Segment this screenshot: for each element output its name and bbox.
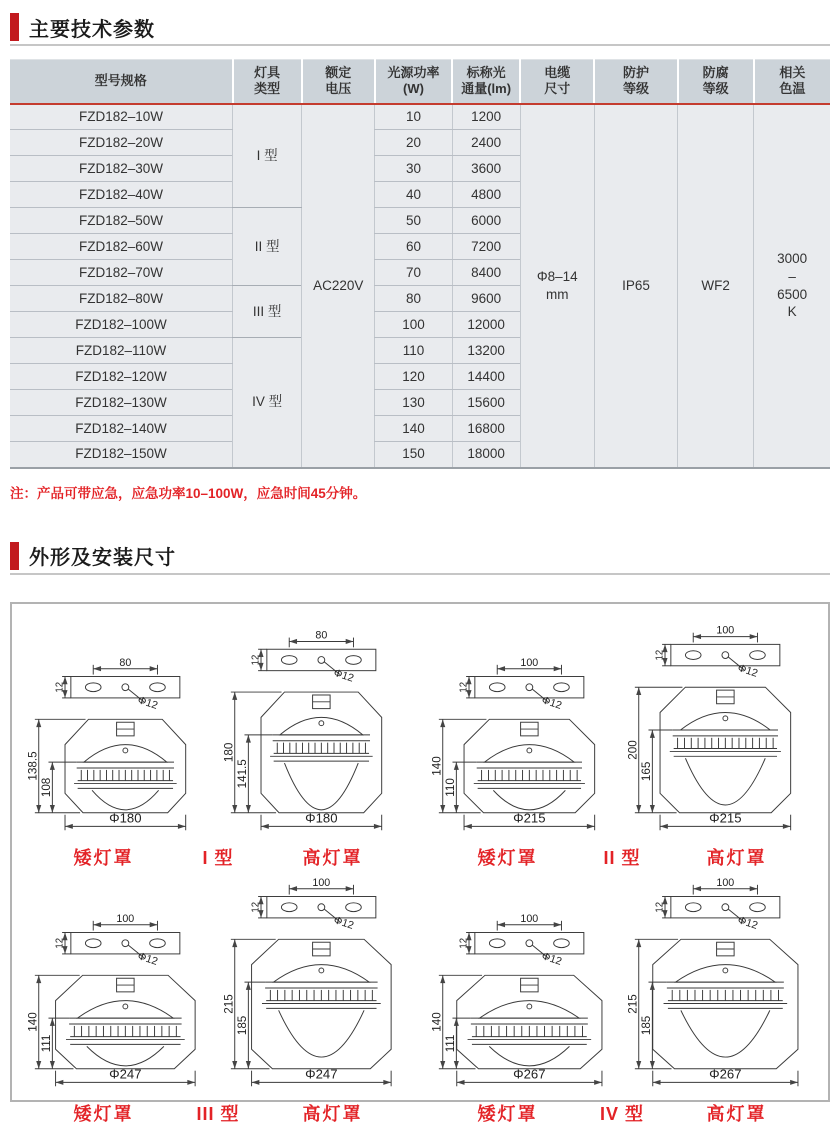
column-header-cable-size: 电缆 尺寸 (520, 60, 594, 104)
short-lamp-drawing (429, 878, 619, 1096)
svg-text:Φ180: Φ180 (109, 809, 142, 825)
svg-text:Φ267: Φ267 (513, 1065, 546, 1081)
svg-text:Φ12: Φ12 (332, 666, 356, 685)
svg-text:100: 100 (716, 877, 735, 889)
svg-text:Φ12: Φ12 (136, 949, 160, 968)
model-cell: FZD182–110W (10, 338, 233, 364)
flux-cell: 14400 (452, 364, 520, 390)
lamp-technical-drawing (625, 622, 815, 840)
type-label: IV 型 (599, 1103, 644, 1124)
color-temp-cell: 3000 – 6500 K (754, 104, 830, 468)
model-cell: FZD182–100W (10, 312, 233, 338)
table-header (10, 60, 830, 104)
svg-text:141.5: 141.5 (235, 758, 249, 788)
flux-cell: 4800 (452, 182, 520, 208)
svg-text:Φ12: Φ12 (540, 949, 564, 968)
type-cell: II 型 (233, 208, 302, 286)
svg-text:180: 180 (222, 742, 236, 762)
tall-lamp-drawing (625, 622, 815, 840)
column-header-rated-voltage: 额定 电压 (302, 60, 375, 104)
lamp-technical-drawing (25, 622, 215, 840)
power-cell: 60 (375, 234, 452, 260)
svg-text:100: 100 (116, 912, 135, 925)
svg-text:215: 215 (626, 993, 640, 1014)
svg-text:165: 165 (639, 761, 653, 781)
svg-text:12: 12 (654, 649, 666, 660)
model-cell: FZD182–60W (10, 234, 233, 260)
flux-cell: 9600 (452, 286, 520, 312)
svg-text:111: 111 (443, 1034, 457, 1052)
flux-cell: 1200 (452, 104, 520, 130)
short-lamp-label: 矮灯罩 (477, 847, 538, 868)
svg-text:Φ12: Φ12 (540, 693, 564, 712)
power-cell: 100 (375, 312, 452, 338)
power-cell: 70 (375, 260, 452, 286)
svg-text:12: 12 (458, 937, 470, 949)
svg-text:111: 111 (39, 1034, 53, 1052)
power-cell: 10 (375, 104, 452, 130)
flux-cell: 2400 (452, 130, 520, 156)
svg-text:185: 185 (235, 1015, 249, 1035)
anticorrosion-cell: WF2 (678, 104, 754, 468)
model-cell: FZD182–40W (10, 182, 233, 208)
column-header-protection-grade: 防护 等级 (594, 60, 677, 104)
svg-text:Φ12: Φ12 (736, 661, 760, 680)
type-label: III 型 (196, 1103, 240, 1124)
svg-text:Φ247: Φ247 (109, 1065, 142, 1081)
svg-text:Φ180: Φ180 (305, 809, 338, 825)
svg-text:80: 80 (315, 629, 328, 642)
drawing-row-top (16, 622, 824, 878)
dimension-group-type1 (18, 622, 418, 878)
tall-lamp-label: 高灯罩 (302, 847, 363, 868)
tall-lamp-drawing (625, 878, 815, 1096)
svg-text:Φ267: Φ267 (709, 1065, 742, 1081)
power-cell: 20 (375, 130, 452, 156)
svg-text:12: 12 (54, 937, 66, 949)
lamp-technical-drawing (25, 878, 215, 1096)
technical-parameters-table (10, 59, 830, 469)
column-header-lamp-type: 灯具 类型 (233, 60, 302, 104)
model-cell: FZD182–120W (10, 364, 233, 390)
tall-lamp-label: 高灯罩 (706, 1103, 767, 1124)
lamp-technical-drawing (221, 878, 411, 1096)
svg-text:140: 140 (430, 1011, 444, 1032)
svg-text:Φ12: Φ12 (736, 913, 760, 932)
short-lamp-drawing (25, 878, 215, 1096)
flux-cell: 13200 (452, 338, 520, 364)
svg-text:200: 200 (626, 739, 640, 760)
svg-text:12: 12 (54, 681, 66, 693)
column-header-anticorrosion-grade: 防腐 等级 (678, 60, 754, 104)
tall-lamp-label: 高灯罩 (302, 1103, 363, 1124)
svg-text:12: 12 (250, 901, 262, 913)
type-label: II 型 (603, 847, 641, 868)
model-cell: FZD182–130W (10, 390, 233, 416)
voltage-cell: AC220V (302, 104, 375, 468)
short-lamp-label: 矮灯罩 (477, 1103, 538, 1124)
model-cell: FZD182–50W (10, 208, 233, 234)
column-header-color-temp: 相关 色温 (754, 60, 830, 104)
power-cell: 130 (375, 390, 452, 416)
dimension-group-type3 (18, 878, 418, 1134)
tall-lamp-label: 高灯罩 (706, 847, 767, 868)
column-header-source-power: 光源功率 (W) (375, 60, 452, 104)
lamp-technical-drawing (429, 878, 619, 1096)
lamp-technical-drawing (221, 622, 411, 840)
table-body (10, 104, 830, 468)
svg-text:Φ215: Φ215 (513, 809, 546, 825)
model-cell: FZD182–20W (10, 130, 233, 156)
svg-text:Φ12: Φ12 (136, 693, 160, 712)
protection-cell: IP65 (594, 104, 677, 468)
flux-cell: 3600 (452, 156, 520, 182)
type-cell: I 型 (233, 104, 302, 208)
power-cell: 150 (375, 442, 452, 468)
model-cell: FZD182–10W (10, 104, 233, 130)
svg-text:100: 100 (520, 656, 539, 669)
column-header-model: 型号规格 (10, 60, 233, 104)
type-cell: III 型 (233, 286, 302, 338)
section-header-parameters (10, 14, 830, 46)
column-header-luminous-flux: 标称光 通量(lm) (452, 60, 520, 104)
model-cell: FZD182–70W (10, 260, 233, 286)
flux-cell: 6000 (452, 208, 520, 234)
power-cell: 110 (375, 338, 452, 364)
drawing-row-bottom (16, 878, 824, 1134)
svg-text:110: 110 (443, 777, 457, 797)
lamp-technical-drawing (429, 622, 619, 840)
svg-text:138.5: 138.5 (26, 750, 40, 781)
section-header-dimensions (10, 543, 830, 575)
flux-cell: 12000 (452, 312, 520, 338)
tall-lamp-drawing (221, 622, 411, 840)
dimension-group-type4 (422, 878, 822, 1134)
power-cell: 80 (375, 286, 452, 312)
svg-text:215: 215 (222, 993, 236, 1014)
red-accent-bar (10, 13, 19, 41)
model-cell: FZD182–80W (10, 286, 233, 312)
lamp-technical-drawing (625, 878, 815, 1096)
dimension-group-type2 (422, 622, 822, 878)
dimensions-panel (10, 602, 830, 1124)
model-cell: FZD182–140W (10, 416, 233, 442)
svg-text:Φ12: Φ12 (332, 913, 356, 932)
svg-text:108: 108 (39, 777, 53, 797)
flux-cell: 8400 (452, 260, 520, 286)
power-cell: 140 (375, 416, 452, 442)
power-cell: 120 (375, 364, 452, 390)
model-cell: FZD182–150W (10, 442, 233, 468)
short-lamp-label: 矮灯罩 (73, 847, 134, 868)
type-cell: IV 型 (233, 338, 302, 468)
short-lamp-label: 矮灯罩 (73, 1103, 134, 1124)
short-lamp-drawing (429, 622, 619, 840)
svg-text:100: 100 (716, 624, 735, 637)
svg-text:12: 12 (654, 901, 666, 913)
svg-text:100: 100 (312, 877, 331, 889)
svg-text:185: 185 (639, 1015, 653, 1035)
svg-text:12: 12 (250, 654, 262, 665)
cable-cell: Φ8–14 mm (520, 104, 594, 468)
svg-text:140: 140 (430, 755, 444, 776)
flux-cell: 18000 (452, 442, 520, 468)
power-cell: 30 (375, 156, 452, 182)
flux-cell: 7200 (452, 234, 520, 260)
flux-cell: 15600 (452, 390, 520, 416)
svg-text:80: 80 (119, 656, 132, 669)
section-title-parameters: 主要技术参数 (29, 18, 155, 41)
power-cell: 50 (375, 208, 452, 234)
red-accent-bar (10, 542, 19, 570)
flux-cell: 16800 (452, 416, 520, 442)
power-cell: 40 (375, 182, 452, 208)
type-label: I 型 (202, 847, 234, 868)
emergency-note: 注：产品可带应急，应急功率10–100W，应急时间45分钟。 (10, 485, 367, 501)
section-title-dimensions: 外形及安装尺寸 (29, 547, 176, 569)
table-row (10, 104, 830, 130)
svg-text:100: 100 (520, 912, 539, 925)
short-lamp-drawing (25, 622, 215, 840)
svg-text:Φ247: Φ247 (305, 1065, 338, 1081)
svg-text:12: 12 (458, 681, 470, 693)
svg-text:140: 140 (26, 1011, 40, 1032)
model-cell: FZD182–30W (10, 156, 233, 182)
tall-lamp-drawing (221, 878, 411, 1096)
svg-text:Φ215: Φ215 (709, 809, 742, 825)
